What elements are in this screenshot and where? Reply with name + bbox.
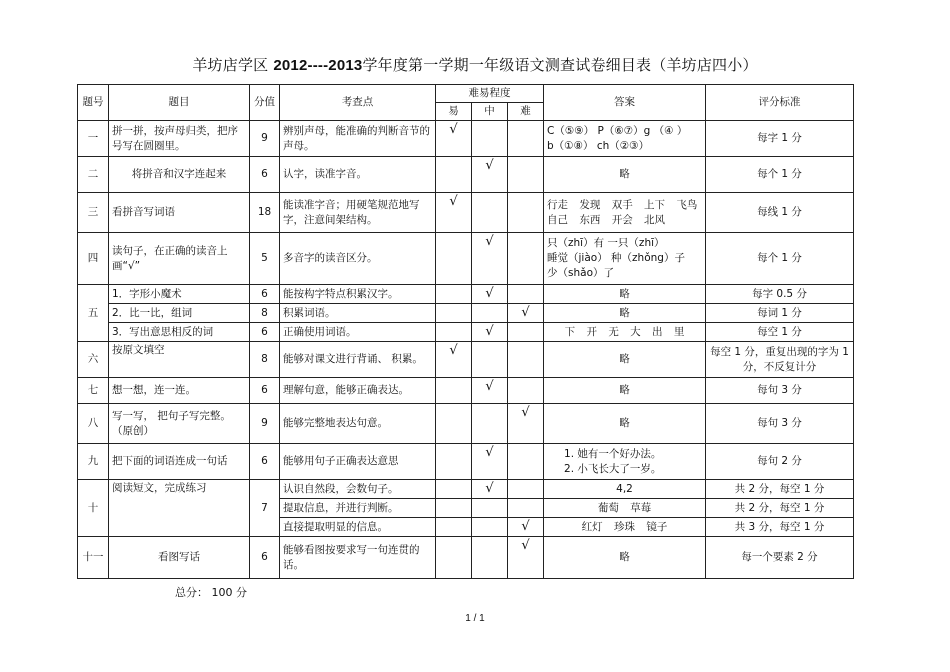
row-point: 能够看图按要求写一句连贯的话。 [280, 537, 436, 579]
row-point: 能够用句子正确表达意思 [280, 444, 436, 480]
table-row [78, 444, 854, 480]
row-num: 六 [78, 342, 109, 378]
easy-check [436, 233, 472, 285]
row-answer [544, 121, 706, 157]
mid-check [472, 342, 508, 378]
easy-check [436, 499, 472, 518]
row-score: 6 [250, 285, 280, 304]
header-item: 题目 [109, 85, 250, 121]
row-score: 6 [250, 323, 280, 342]
row-point: 辨别声母，能准确的判断音节的声母。 [280, 121, 436, 157]
row-score: 8 [250, 342, 280, 378]
row-criteria: 每字 0.5 分 [706, 285, 854, 304]
table-row [78, 233, 854, 285]
row-point: 理解句意，能够正确表达。 [280, 378, 436, 404]
header-num: 题号 [78, 85, 109, 121]
row-point: 能按构字特点积累汉字。 [280, 285, 436, 304]
easy-check [436, 378, 472, 404]
document-title [0, 55, 950, 76]
row-criteria: 每字 1 分 [706, 121, 854, 157]
hard-check [508, 480, 544, 499]
row-item: 看图写话 [109, 537, 250, 579]
row-num: 三 [78, 193, 109, 233]
row-answer: 略 [544, 378, 706, 404]
table-row [78, 537, 854, 579]
row-criteria: 每空 1 分 [706, 323, 854, 342]
row-answer: 略 [544, 342, 706, 378]
header-row [78, 85, 854, 103]
row-num: 十一 [78, 537, 109, 579]
easy-check [436, 285, 472, 304]
row-score: 8 [250, 304, 280, 323]
mid-check: √ [472, 285, 508, 304]
row-criteria: 每空 1 分，重复出现的字为 1 分，不反复计分 [706, 342, 854, 378]
row-num: 四 [78, 233, 109, 285]
row-answer: 略 [544, 537, 706, 579]
table-row [78, 404, 854, 444]
hard-check: √ [508, 518, 544, 537]
mid-check: √ [472, 157, 508, 193]
table-row [78, 480, 854, 499]
row-item: 写一写， 把句子写完整。（原创） [109, 404, 250, 444]
header-difficulty: 难易程度 [436, 85, 544, 103]
hard-check [508, 121, 544, 157]
easy-check: √ [436, 121, 472, 157]
mid-check: √ [472, 323, 508, 342]
row-item: 读句子，在正确的读音上画“√” [109, 233, 250, 285]
row-point: 多音字的读音区分。 [280, 233, 436, 285]
total-score: 总分： 100 分 [175, 586, 247, 599]
row-answer: 下 开 无 大 出 里 [544, 323, 706, 342]
row-item: 想一想，连一连。 [109, 378, 250, 404]
row-item: 2．比一比，组词 [109, 304, 250, 323]
header-score: 分值 [250, 85, 280, 121]
row-score: 7 [250, 480, 280, 537]
row-num: 十 [78, 480, 109, 537]
answer-line: 睡觉（jiào） 种（zhǒng）子 [547, 252, 685, 264]
header-hard: 难 [508, 103, 544, 121]
row-score: 9 [250, 121, 280, 157]
mid-check [472, 518, 508, 537]
title-prefix: 羊坊店学区 [192, 56, 269, 74]
mid-check: √ [472, 378, 508, 404]
row-item: 3．写出意思相反的词 [109, 323, 250, 342]
row-point: 认识自然段，会数句子。 [280, 480, 436, 499]
row-criteria: 每线 1 分 [706, 193, 854, 233]
mid-check [472, 121, 508, 157]
hard-check [508, 378, 544, 404]
answer-line: 1. 她有一个好办法。 [564, 447, 662, 460]
mid-check: √ [472, 444, 508, 480]
table-row [78, 323, 854, 342]
row-item: 1．字形小魔术 [109, 285, 250, 304]
row-criteria: 共 2 分，每空 1 分 [706, 499, 854, 518]
row-criteria: 每一个要素 2 分 [706, 537, 854, 579]
hard-check [508, 193, 544, 233]
row-criteria: 每词 1 分 [706, 304, 854, 323]
row-point: 能够对课文进行背诵、 积累。 [280, 342, 436, 378]
row-point: 能够完整地表达句意。 [280, 404, 436, 444]
mid-check [472, 537, 508, 579]
mid-check [472, 404, 508, 444]
row-point: 认字，读准字音。 [280, 157, 436, 193]
row-criteria: 共 2 分，每空 1 分 [706, 480, 854, 499]
table-row [78, 304, 854, 323]
row-num: 八 [78, 404, 109, 444]
row-num: 七 [78, 378, 109, 404]
table-row [78, 193, 854, 233]
row-item: 阅读短文，完成练习 [109, 480, 250, 537]
row-score: 6 [250, 378, 280, 404]
easy-check [436, 157, 472, 193]
row-num: 一 [78, 121, 109, 157]
row-answer: 略 [544, 304, 706, 323]
header-answer: 答案 [544, 85, 706, 121]
row-num: 九 [78, 444, 109, 480]
row-score: 6 [250, 157, 280, 193]
row-item: 拼一拼，按声母归类，把序号写在圆圈里。 [109, 121, 250, 157]
hard-check: √ [508, 404, 544, 444]
answer-line: 行走 发现 双手 上下 飞鸟 [547, 198, 698, 211]
row-answer: 4,2 [544, 480, 706, 499]
table-row [78, 378, 854, 404]
row-point: 正确使用词语。 [280, 323, 436, 342]
answer-line: 自己 东西 开会 北风 [547, 213, 666, 226]
row-answer [544, 193, 706, 233]
row-score: 5 [250, 233, 280, 285]
easy-check: √ [436, 193, 472, 233]
row-num: 五 [78, 285, 109, 342]
row-criteria: 每句 2 分 [706, 444, 854, 480]
header-point: 考查点 [280, 85, 436, 121]
easy-check [436, 537, 472, 579]
row-criteria: 每句 3 分 [706, 378, 854, 404]
title-suffix: 学年度第一学期一年级语文测查试卷细目表（羊坊店四小） [362, 56, 758, 74]
row-criteria: 每个 1 分 [706, 157, 854, 193]
table-row [78, 342, 854, 378]
table-row [78, 285, 854, 304]
answer-line: b（①⑧） ch（②③） [547, 139, 650, 152]
row-criteria: 每个 1 分 [706, 233, 854, 285]
row-criteria: 每句 3 分 [706, 404, 854, 444]
row-item: 把下面的词语连成一句话 [109, 444, 250, 480]
hard-check: √ [508, 537, 544, 579]
easy-check: √ [436, 342, 472, 378]
easy-check [436, 518, 472, 537]
answer-line: 少（shǎo）了 [547, 267, 614, 279]
row-answer: 葡萄 草莓 [544, 499, 706, 518]
hard-check [508, 233, 544, 285]
easy-check [436, 323, 472, 342]
detail-table [77, 84, 854, 579]
row-point: 能读准字音；用硬笔规范地写字，注意间架结构。 [280, 193, 436, 233]
row-item: 将拼音和汉字连起来 [109, 157, 250, 193]
title-year: 2012----2013 [273, 57, 363, 74]
row-answer [544, 233, 706, 285]
answer-line: 2. 小飞长大了一岁。 [564, 462, 662, 475]
header-criteria: 评分标准 [706, 85, 854, 121]
row-score: 9 [250, 404, 280, 444]
table-row [78, 121, 854, 157]
mid-check [472, 304, 508, 323]
hard-check [508, 444, 544, 480]
row-num: 二 [78, 157, 109, 193]
answer-line: 只（zhī）有 一只（zhī） [547, 237, 665, 249]
answer-line: C（⑤⑨） P（⑥⑦）g （④ ） [547, 124, 688, 137]
mid-check [472, 499, 508, 518]
header-easy: 易 [436, 103, 472, 121]
easy-check [436, 444, 472, 480]
hard-check [508, 499, 544, 518]
easy-check [436, 480, 472, 499]
row-answer [544, 444, 706, 480]
row-answer: 略 [544, 404, 706, 444]
mid-check: √ [472, 233, 508, 285]
hard-check [508, 323, 544, 342]
row-score: 6 [250, 444, 280, 480]
hard-check [508, 157, 544, 193]
row-score: 18 [250, 193, 280, 233]
easy-check [436, 304, 472, 323]
row-answer: 略 [544, 157, 706, 193]
hard-check: √ [508, 304, 544, 323]
row-point: 提取信息，并进行判断。 [280, 499, 436, 518]
row-answer: 红灯 珍珠 镜子 [544, 518, 706, 537]
row-criteria: 共 3 分，每空 1 分 [706, 518, 854, 537]
table-row [78, 157, 854, 193]
row-point: 积累词语。 [280, 304, 436, 323]
mid-check: √ [472, 480, 508, 499]
row-answer: 略 [544, 285, 706, 304]
hard-check [508, 342, 544, 378]
row-item: 看拼音写词语 [109, 193, 250, 233]
easy-check [436, 404, 472, 444]
row-item: 按原文填空 [109, 342, 250, 378]
header-mid: 中 [472, 103, 508, 121]
hard-check [508, 285, 544, 304]
page-number: 1 / 1 [465, 613, 485, 624]
row-score: 6 [250, 537, 280, 579]
mid-check [472, 193, 508, 233]
row-point: 直接提取明显的信息。 [280, 518, 436, 537]
